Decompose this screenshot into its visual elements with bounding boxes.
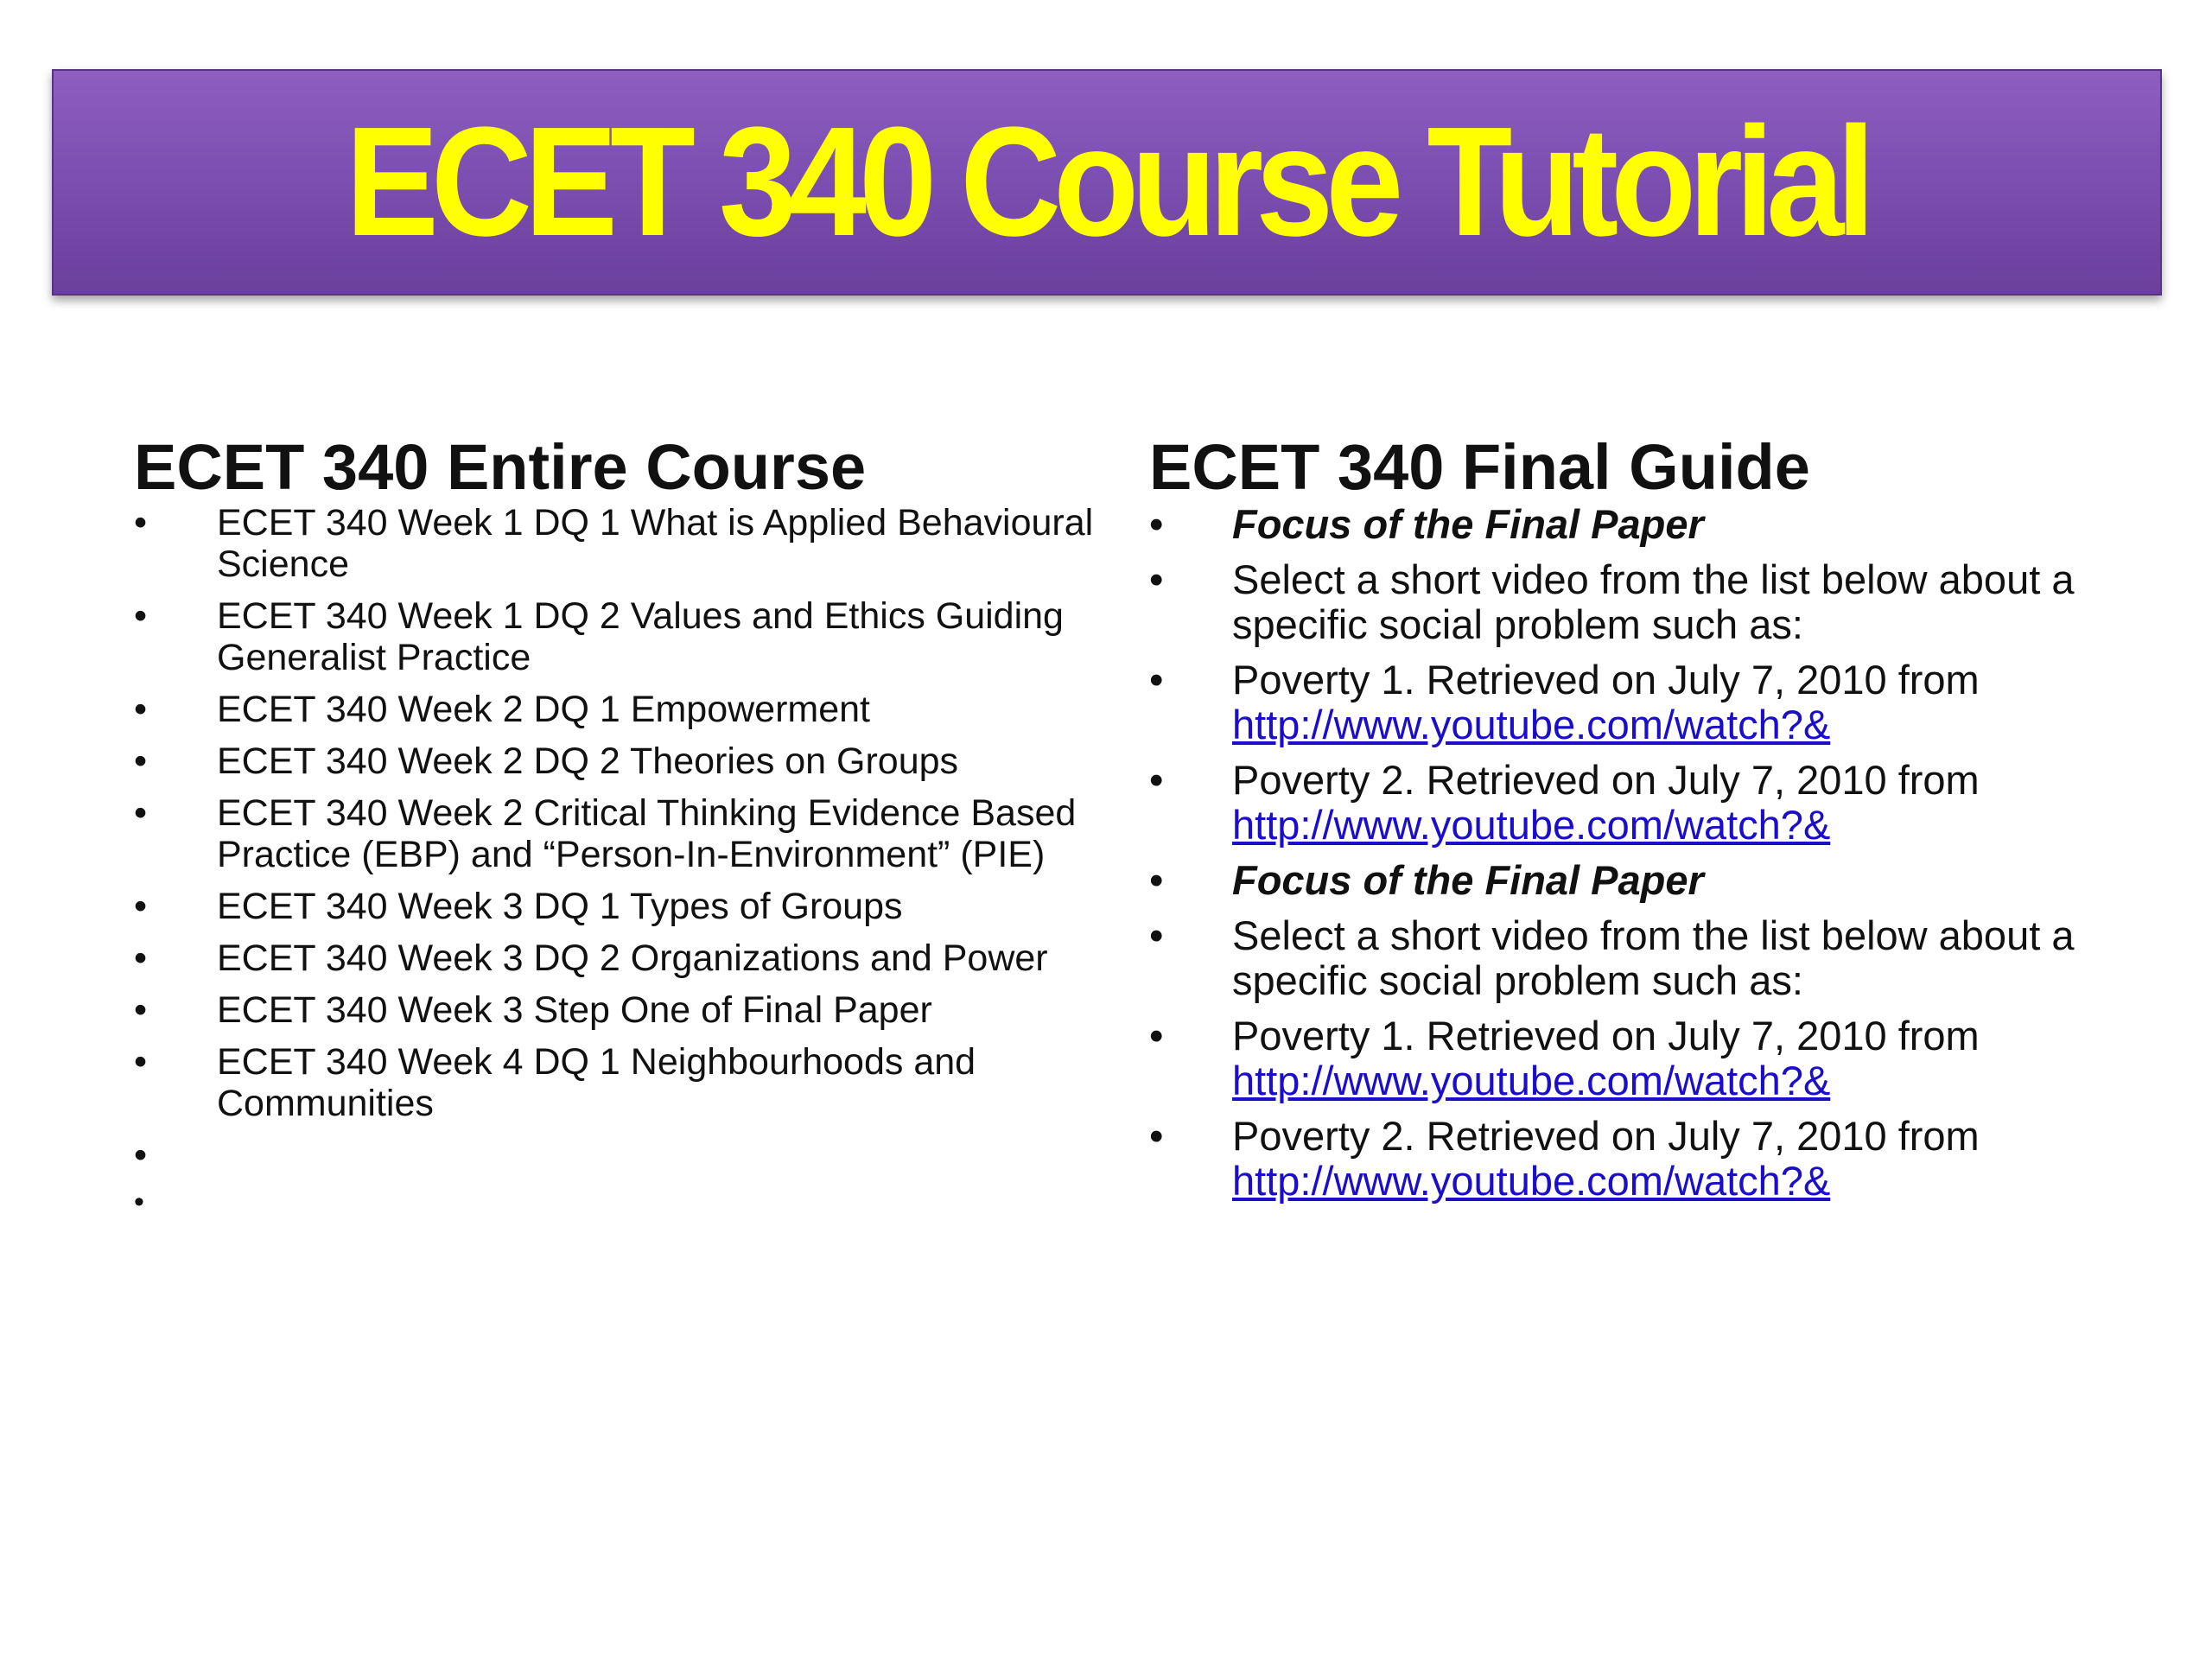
title-banner: [52, 69, 2162, 296]
final-guide-heading: ECET 340 Final Guide: [1149, 431, 1810, 503]
bullet-icon: •: [1149, 657, 1164, 703]
bullet-icon: •: [134, 1135, 148, 1177]
bullet-icon: •: [134, 689, 148, 731]
list-item: [134, 792, 1102, 875]
list-item: [1149, 502, 2126, 547]
slide-title: ECET 340 Course Tutorial: [346, 95, 1868, 269]
list-item: [1149, 557, 2126, 647]
list-item: [1149, 758, 2126, 848]
list-item-text: ECET 340 Week 2 DQ 2 Theories on Groups: [217, 741, 959, 783]
focus-text: Focus of the Final Paper: [1232, 857, 1704, 904]
list-item-text: ECET 340 Week 3 DQ 1 Types of Groups: [217, 886, 903, 928]
bullet-icon: •: [134, 1185, 144, 1219]
bullet-icon: •: [134, 1041, 148, 1084]
final-guide-list: [1149, 502, 2126, 1204]
list-item-text: ECET 340 Week 2 Critical Thinking Evidence Based Practice (EBP) and “Person-In-Environment” (PIE): [217, 792, 1077, 876]
list-item: [134, 1041, 1102, 1124]
bullet-icon: •: [134, 741, 148, 783]
list-item: [1149, 1114, 2126, 1204]
bullet-icon: •: [134, 886, 148, 928]
bullet-icon: •: [1149, 757, 1164, 804]
list-item: [1149, 913, 2126, 1003]
youtube-link[interactable]: http://www.youtube.com/watch?&: [1232, 1158, 1831, 1205]
poverty-2-text: Poverty 2. Retrieved on July 7, 2010 from: [1232, 757, 1980, 804]
youtube-link[interactable]: http://www.youtube.com/watch?&: [1232, 702, 1831, 748]
list-item-text: ECET 340 Week 3 DQ 2 Organizations and Power: [217, 938, 1048, 980]
bullet-icon: •: [134, 502, 148, 544]
list-item: [134, 989, 1102, 1031]
bullet-icon: •: [1149, 857, 1164, 904]
focus-text: Focus of the Final Paper: [1232, 501, 1704, 548]
bullet-icon: •: [134, 595, 148, 638]
entire-course-list: [134, 502, 1102, 1219]
youtube-link[interactable]: http://www.youtube.com/watch?&: [1232, 802, 1831, 849]
youtube-link[interactable]: http://www.youtube.com/watch?&: [1232, 1058, 1831, 1104]
list-item-text: ECET 340 Week 4 DQ 1 Neighbourhoods and Communities: [217, 1041, 976, 1125]
select-text: Select a short video from the list below about a specific social problem such as:: [1232, 912, 2075, 1004]
empty-list-item: [134, 1181, 1102, 1219]
list-item: [134, 938, 1102, 979]
list-item: [134, 741, 1102, 782]
bullet-icon: •: [134, 989, 148, 1032]
poverty-1-text: Poverty 1. Retrieved on July 7, 2010 from: [1232, 1013, 1980, 1059]
list-item: [134, 595, 1102, 678]
list-item-text: ECET 340 Week 3 Step One of Final Paper: [217, 989, 932, 1032]
list-item: [134, 886, 1102, 927]
empty-list-item: [134, 1135, 1102, 1177]
list-item: [134, 689, 1102, 730]
poverty-2-text: Poverty 2. Retrieved on July 7, 2010 from: [1232, 1113, 1980, 1160]
bullet-icon: •: [1149, 1013, 1164, 1059]
poverty-1-text: Poverty 1. Retrieved on July 7, 2010 from: [1232, 657, 1980, 703]
list-item-text: ECET 340 Week 1 DQ 1 What is Applied Behavioural Science: [217, 502, 1094, 586]
bullet-icon: •: [1149, 1113, 1164, 1160]
list-item: [1149, 658, 2126, 747]
list-item: [1149, 1014, 2126, 1103]
list-item: [134, 502, 1102, 585]
bullet-icon: •: [1149, 556, 1164, 603]
final-guide-column: [1149, 432, 2126, 1214]
bullet-icon: •: [1149, 501, 1164, 548]
bullet-icon: •: [134, 938, 148, 980]
bullet-icon: •: [134, 792, 148, 835]
select-text: Select a short video from the list below about a specific social problem such as:: [1232, 556, 2075, 648]
entire-course-column: [134, 432, 1102, 1228]
list-item-text: ECET 340 Week 2 DQ 1 Empowerment: [217, 689, 871, 731]
list-item: [1149, 858, 2126, 903]
bullet-icon: •: [1149, 912, 1164, 959]
list-item-text: ECET 340 Week 1 DQ 2 Values and Ethics Guiding Generalist Practice: [217, 595, 1064, 679]
entire-course-heading: ECET 340 Entire Course: [134, 431, 867, 503]
